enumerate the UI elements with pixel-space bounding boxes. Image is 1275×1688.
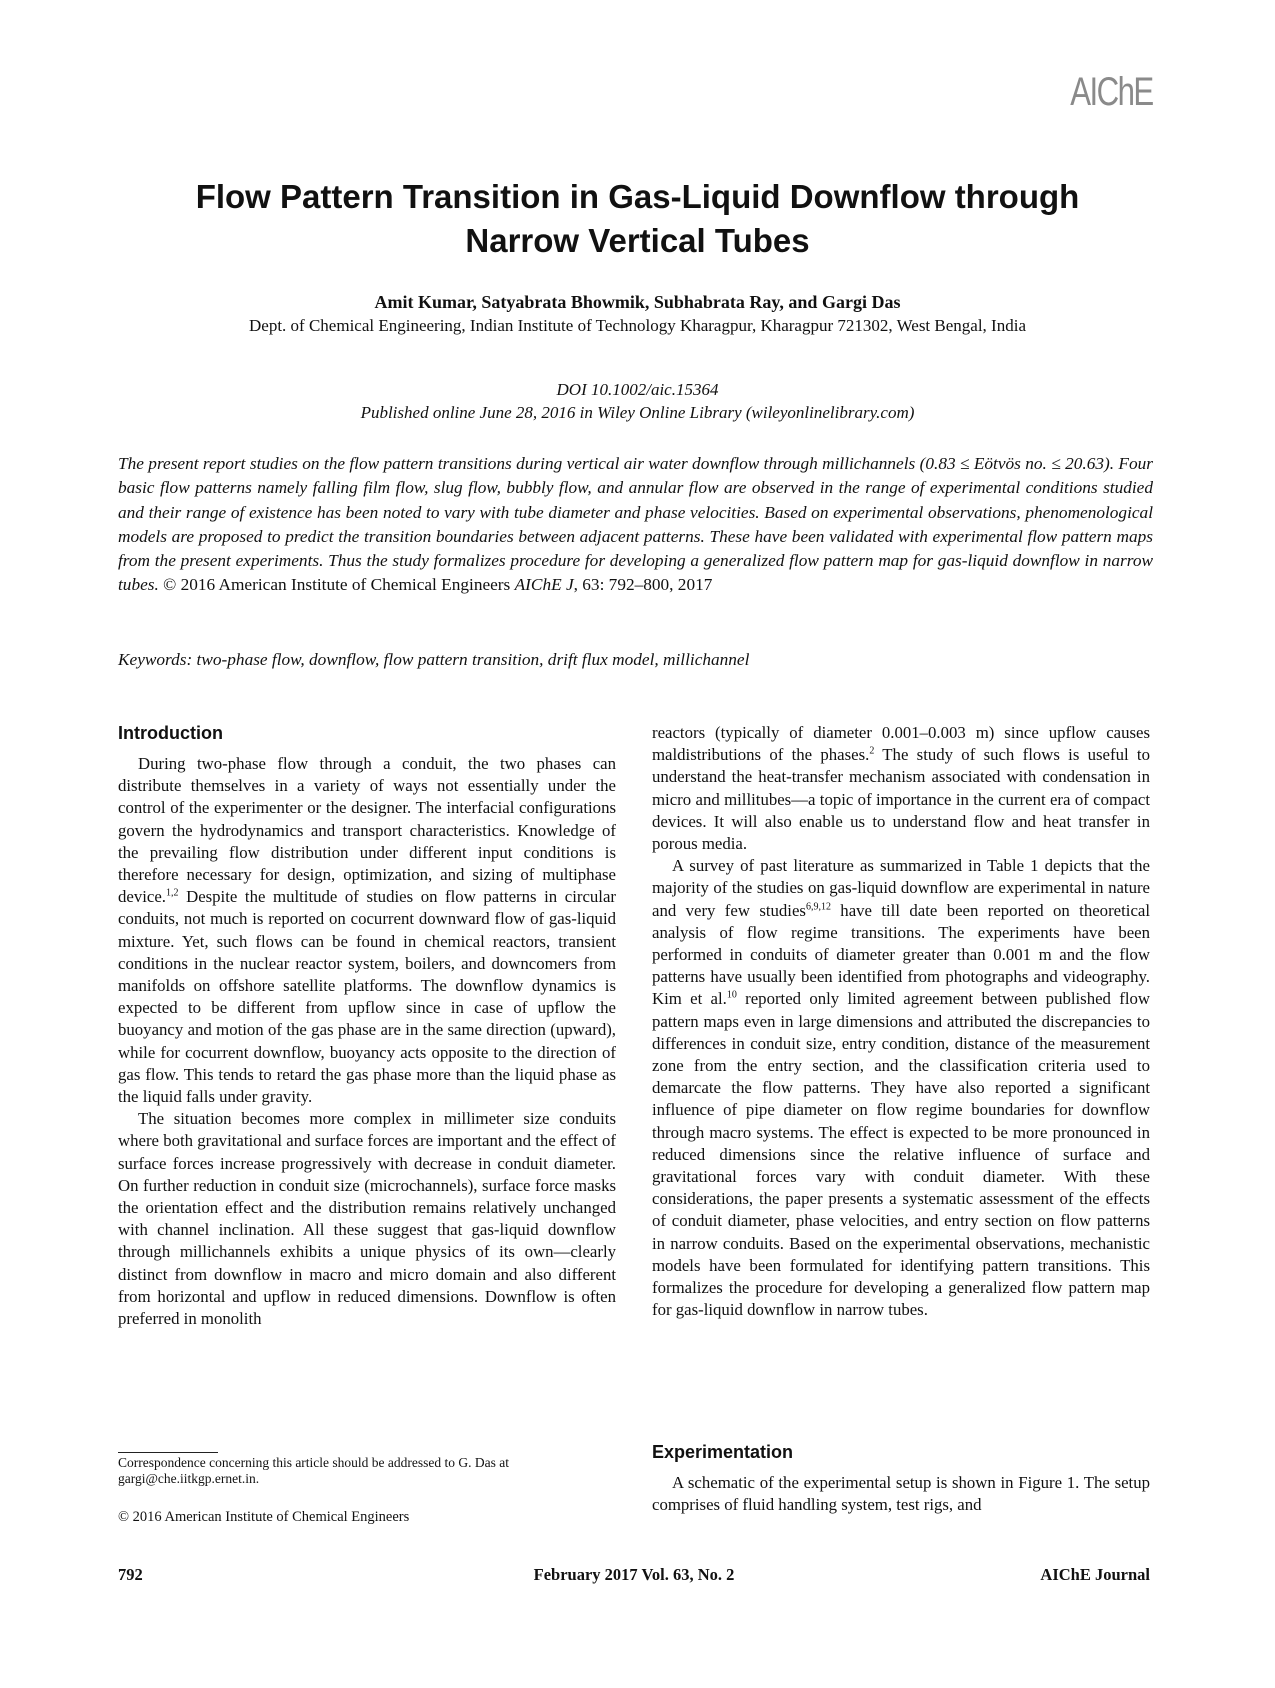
right-p1-text-a: reactors (typically of diameter 0.001–0.003 m) since upflow causes maldistributions of the phases. [652,723,1150,765]
intro-paragraph-2: The situation becomes more complex in millimeter size conduits where both gravitational and surface forces are important and the effect of surface forces increase progressively with decrease in conduit diameter. On further reduction in conduit size (microchannels), surface force masks the orientation effect and the distribution remains relatively unchanged with channel inclination. All these suggest that gas-liquid downflow through millichannels exhibits a unique physics of its own—clearly distinct from downflow in macro and micro domain and also different from horizontal and upflow in reduced dimensions. Downflow is often preferred in monolith [118,1109,616,1329]
journal-name: AIChE Journal [1040,1565,1150,1584]
experimentation-paragraph-1: A schematic of the experimental setup is shown in Figure 1. The setup comprises of fluid handling system, test rigs, and [652,1473,1150,1515]
intro-paragraph-1 [118,753,616,1108]
experimentation-section [652,1441,1150,1516]
citation-superscript: 6,9,12 [805,901,831,913]
right-p2-text-b: have till date been reported on theoretical analysis of flow regime transitions. The experiments have been performed in conduits of diameter greater than 0.001 m and the flow patterns have usually been identified from photographs and videography. Kim et al. [652,900,1150,1009]
correspondence-footnote: Correspondence concerning this article should be addressed to G. Das at gargi@che.iitkgp.ernet.in. [118,1455,510,1486]
page-footer [118,1565,1150,1587]
right-p2-text-a: A survey of past literature as summarized in Table 1 depicts that the majority of the studies on gas-liquid downflow are experimental in nature and very few studies [652,856,1150,920]
doi-line: DOI 10.1002/aic.15364 [556,380,719,399]
right-paragraph-1 [652,722,1150,855]
section-heading-experimentation: Experimentation [652,1442,794,1462]
right-p1-text-b: The study of such flows is useful to understand the heat-transfer mechanism associated with condensation in micro and millitubes—a topic of importance in the current era of compact devices. It will also enable us to understand flow and heat transfer in porous media. [652,745,1150,854]
keywords: Keywords: two-phase flow, downflow, flow pattern transition, drift flux model, millichannel [118,650,750,669]
abstract-citation-journal: AIChE J [514,575,574,595]
citation-superscript: 1,2 [165,887,179,899]
right-column [652,722,1150,1321]
page-number: 792 [118,1565,143,1584]
published-line: Published online June 28, 2016 in Wiley Online Library (wileyonlinelibrary.com) [360,403,915,422]
copyright-notice: © 2016 American Institute of Chemical Engineers [118,1509,410,1525]
abstract [118,452,1153,598]
left-column [118,722,616,1330]
author-list: Amit Kumar, Satyabrata Bhowmik, Subhabrata Ray, and Gargi Das [374,292,901,312]
abstract-text: The present report studies on the flow pattern transitions during vertical air water downflow through millichannels (0.83 ≤ Eötvös no. ≤ 20.63). Four basic flow patterns namely falling film flow, slug flow, bubbly flow, and annular flow are observed in the range of experimental conditions studied and their range of existence has been noted to vary with tube diameter and phase velocities. Based on experimental observations, phenomenological models are proposed to predict the transition boundaries between adjacent patterns. These have been validated with experimental flow pattern maps from the present experiments. Thus the study formalizes procedure for developing a generalized flow pattern map for gas-liquid downflow in narrow tubes. [118,454,1153,595]
affiliation: Dept. of Chemical Engineering, Indian Institute of Technology Kharagpur, Kharagpur 721302, West Bengal, India [249,316,1026,335]
abstract-citation-prefix: © 2016 American Institute of Chemical Engineers [158,575,515,595]
abstract-citation-suffix: , 63: 792–800, 2017 [573,575,713,595]
journal-logo: AIChE [1070,70,1153,114]
right-p2-text-c: reported only limited agreement between published flow pattern maps even in large dimensions and attributed the discrepancies to differences in conduit size, entry condition, distance of the measurement zone from the entry section, and the classification criteria used to demarcate the flow patterns. They have also reported a significant influence of pipe diameter on flow regime boundaries for downflow through macro systems. The effect is expected to be more pronounced in reduced dimensions since the relative influence of surface and gravitational forces vary with conduit diameter. With these considerations, the paper presents a systematic assessment of the effects of conduit diameter, phase velocities, and entry section on flow patterns in narrow conduits. Based on the experimental observations, mechanistic models have been formulated for identifying pattern transitions. This formalizes the procedure for developing a generalized flow pattern map for gas-liquid downflow in narrow tubes. [652,989,1150,1320]
section-heading-introduction: Introduction [118,723,223,743]
intro-p1-text-a: During two-phase flow through a conduit, the two phases can distribute themselves in a variety of ways not essentially under the control of the experimenter or the designer. The interfacial configurations govern the hydrodynamics and transport characteristics. Knowledge of the prevailing flow distribution under different input conditions is therefore necessary for design, optimization, and sizing of multiphase device. [118,754,616,907]
citation-superscript: 2 [869,745,875,757]
article-title [90,175,1185,263]
title-line-2: Narrow Vertical Tubes [465,222,810,259]
citation-superscript: 10 [726,989,737,1001]
intro-p1-text-b: Despite the multitude of studies on flow patterns in circular conduits, not much is reported on cocurrent downward flow of gas-liquid mixture. Yet, such flows can be found in chemical reactors, transient conditions in the nuclear reactor system, boilers, and downcomers from manifolds on offshore satellite platforms. The downflow dynamics is expected to be different from upflow since in case of upflow the buoyancy and motion of the gas phase are in the same direction (upward), while for cocurrent downflow, buoyancy acts opposite to the direction of gas flow. This tends to retard the gas phase more than the liquid phase as the liquid falls under gravity. [118,887,616,1107]
footnote-divider [118,1452,218,1453]
title-line-1: Flow Pattern Transition in Gas-Liquid Downflow through [195,178,1080,215]
right-paragraph-2 [652,855,1150,1321]
issue-info: February 2017 Vol. 63, No. 2 [533,1565,735,1584]
